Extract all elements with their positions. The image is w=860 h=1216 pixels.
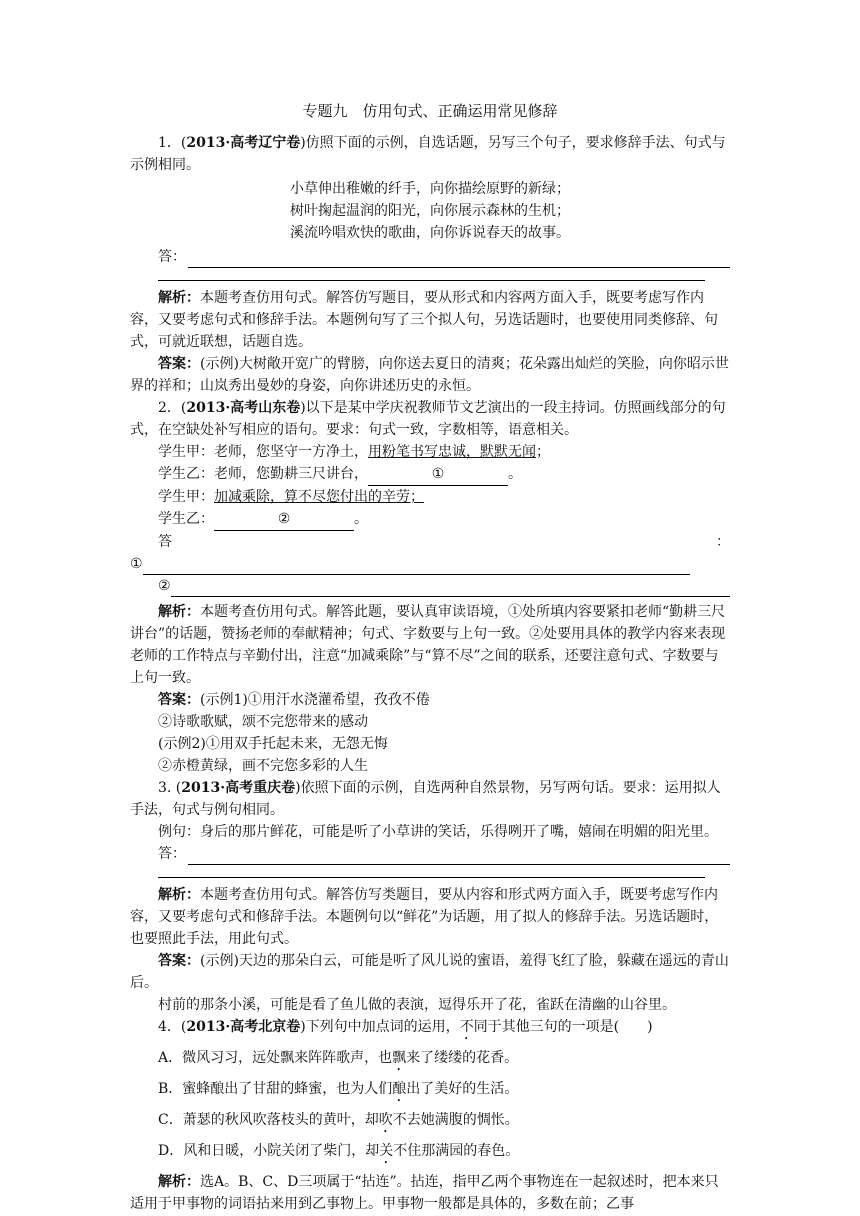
- key-line: ②赤橙黄绿，画不完您多彩的人生: [158, 758, 368, 774]
- question-1-examples: [130, 178, 730, 244]
- question-3-answer-line[interactable]: 答：: [130, 843, 730, 865]
- question-3-example: 例句：身后的那片鲜花，可能是听了小草讲的笑话，乐得咧开了嘴，嬉闹在明媚的阳光里。: [158, 824, 718, 840]
- example-line: 小草伸出稚嫩的纤手，向你描绘原野的新绿；: [290, 181, 570, 197]
- question-1-answer-line[interactable]: 答：: [130, 246, 730, 268]
- question-2-key: 答案：(示例1)①用汗水浇灌希望，孜孜不倦: [158, 692, 430, 708]
- question-1-source: 2013·高考辽宁卷: [186, 135, 301, 151]
- question-4-analysis: 解析：选A。B、C、D三项属于“拈连”。拈连，指甲乙两个事物连在一起叙述时，把本来只适用于甲事物的词语拈来用到乙事物上。甲事物一般都是具体的，多数在前；乙事: [130, 1174, 719, 1212]
- question-2-stem: 2．(2013·高考山东卷)以下是某中学庆祝教师节文艺演出的一段主持词。仿照画线部分的句式，在空缺处补写相应的语句。要求：句式一致，字数相等，语意相关。: [130, 400, 726, 438]
- question-1-stem: 1．(2013·高考辽宁卷)仿照下面的示例，自选话题，另写三个句子，要求修辞手法、句式与示例相同。: [130, 135, 726, 173]
- document-content: [130, 100, 730, 1215]
- question-3-stem: 3. (2013·高考重庆卷)依照下面的示例，自选两种自然景物，另写两句话。要求：运用拟人手法，句式与例句相同。: [130, 780, 721, 818]
- question-1-key: 答案：(示例)大树敞开宽广的臂膀，向你送去夏日的清爽；花朵露出灿烂的笑脸，向你昭示世界的祥和；山岚秀出曼妙的身姿，向你讲述历史的永恒。: [130, 356, 729, 394]
- dialogue-line-2: 学生乙：老师，您勤耕三尺讲台， ① 。: [130, 463, 730, 486]
- question-3-analysis: 解析：本题考查仿用句式。解答仿写类题目，要从内容和形式两方面入手，既要考虑写作内容，又要考虑句式和修辞手法。本题例句以“鲜花”为话题，用了拟人的修辞手法。另选话题时，也要照此手法，用此句式。: [130, 887, 719, 947]
- option-d[interactable]: D．风和日暖，小院关闭了柴门，却关不住那满园的春色。: [158, 1143, 520, 1159]
- question-3-key-2: 村前的那条小溪，可能是看了鱼儿做的表演，逗得乐开了花，雀跃在清幽的山谷里。: [158, 997, 676, 1013]
- dialogue-line-4: 学生乙： ② 。: [130, 508, 730, 531]
- question-3-source: 2013·高考重庆卷: [181, 780, 296, 796]
- answer-blank-line[interactable]: [158, 268, 705, 281]
- question-2-analysis: 解析：本题考查仿用句式。解答此题，要认真审读语境，①处所填内容要紧扣老师“勤耕三尺讲台”的话题，赞扬老师的奉献精神；句式、字数要与上句一致。②处要用具体的教学内容来表现老师的工作特点与辛勤付出，注意“加减乘除”与“算不尽”之间的联系，还要注意句式、字数要与上句一致。: [130, 604, 726, 686]
- answer-blank-line[interactable]: [158, 865, 705, 878]
- option-c[interactable]: C．萧瑟的秋风吹落枝头的黄叶，却吹不去她满腹的惆怅。: [158, 1112, 519, 1128]
- question-4-stem: 4．(2013·高考北京卷)下列句中加点词的运用，不同于其他三句的一项是( ): [158, 1019, 653, 1035]
- option-b[interactable]: B．蜜蜂酿出了甘甜的蜂蜜，也为人们酿出了美好的生活。: [158, 1081, 519, 1097]
- dialogue-line-1: 学生甲：老师，您坚守一方净土，用粉笔书写忠诚，默默无闻；: [158, 444, 550, 460]
- question-3-key: 答案：(示例)天边的那朵白云，可能是听了风儿说的蜜语，羞得飞红了脸，躲藏在遥远的青山后。: [130, 953, 729, 991]
- key-line: (示例2)①用双手托起未来，无怨无悔: [158, 736, 388, 752]
- answer-line-2[interactable]: ②: [130, 575, 730, 597]
- key-line: ②诗歌歌赋，颂不完您带来的感动: [158, 714, 368, 730]
- example-line: 溪流吟唱欢快的歌曲，向你诉说春天的故事。: [290, 225, 570, 241]
- option-a[interactable]: A．微风习习，远处飘来阵阵歌声，也飘来了缕缕的花香。: [158, 1050, 519, 1066]
- page-title: 专题九 仿用句式、正确运用常见修辞: [302, 102, 558, 120]
- answer-line-1[interactable]: ①: [130, 553, 690, 575]
- blank-2[interactable]: ②: [214, 508, 354, 531]
- question-1-analysis: 解析：本题考查仿用句式。解答仿写题目，要从形式和内容两方面入手，既要考虑写作内容，又要考虑句式和修辞手法。本题例句写了三个拟人句，另选话题时，也要使用同类修辞、句式，可就近联想，话题自选。: [130, 290, 718, 350]
- example-line: 树叶掬起温润的阳光，向你展示森林的生机；: [290, 203, 570, 219]
- blank-1[interactable]: ①: [368, 463, 508, 486]
- dialogue-line-3: 学生甲：加减乘除，算不尽您付出的辛劳；: [158, 489, 424, 505]
- question-2-source: 2013·高考山东卷: [186, 400, 301, 416]
- question-2-answer-label: 答 ：: [158, 534, 730, 550]
- question-4-source: 2013·高考北京卷: [186, 1019, 301, 1035]
